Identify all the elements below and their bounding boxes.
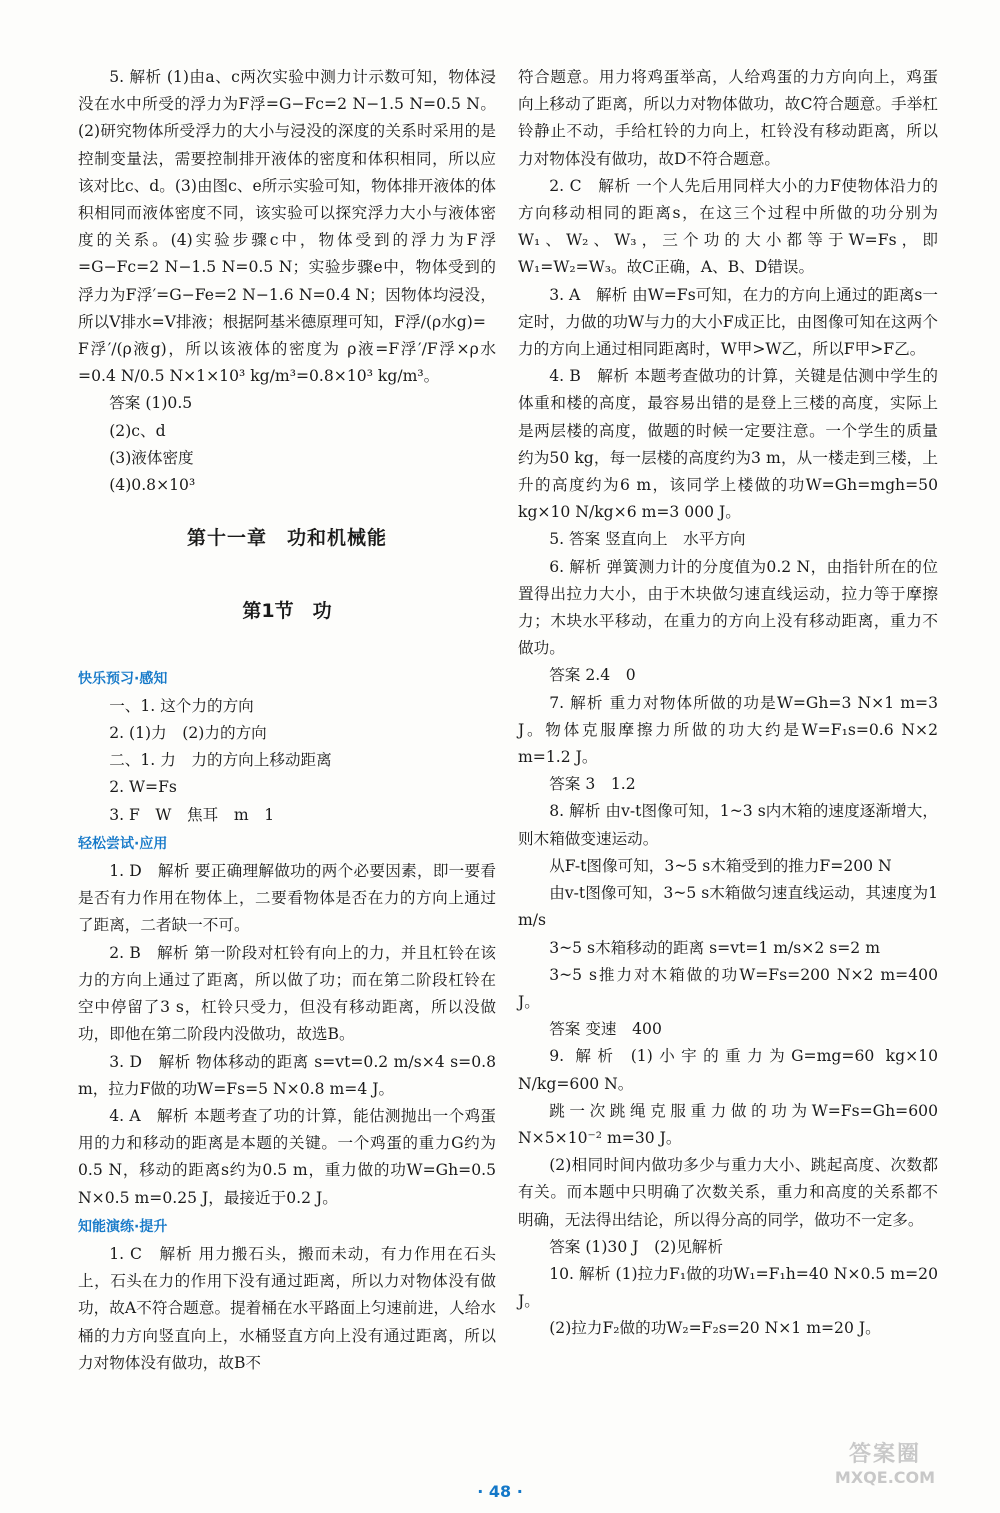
try-item: 4. A 解析 本题考查了功的计算，能估测抛出一个鸡蛋用的力和移动的距离是本题的关键。一个鸡蛋的重力G约为0.5 N，移动的距离s约为0.5 m，重力做的功W=Gh=0.5 N×0.5 m=0.25 J，最接近于0.2 J。	[78, 1106, 496, 1207]
answer-line: 答案 3 1.2	[549, 775, 636, 794]
q5-analysis: 5. 解析 (1)由a、c两次实验中测力计示数可知，物体浸没在水中所受的浮力为F浮=G−Fc=2 N−1.5 N=0.5 N。(2)研究物体所受浮力的大小与浸没的深度的关系时采用的是控制变量法，需要控制排开液体的密度和体积相同，所以应该对比c、d。(3)由图c、e所示实验可知，物体排开液体的体积相同而液体密度不同，该实验可以探究浮力大小与液体密度的关系。(4)实验步骤c中，物体受到的浮力为F浮=G−Fc=2 N−1.5 N=0.5 N；实验步骤e中，物体受到的浮力为F浮′=G−Fe=2 N−1.6 N=0.4 N；因物体均浸没，所以V排水=V排液；根据阿基米德原理可知，F浮/(ρ水g)=	[78, 68, 496, 331]
preview-item: 一、1. 这个力的方向	[109, 696, 254, 715]
watermark-text: 答案圈	[848, 1442, 921, 1467]
practice-item: 6. 解析 弹簧测力计的分度值为0.2 N，由指针所在的位置得出拉力大小，由于木块做匀速直线运动，拉力等于摩擦力；木块水平移动，在重力的方向上没有移动距离，重力不做功。	[518, 557, 938, 658]
q5-answer-2: (2)c、d	[109, 421, 166, 440]
practice-item: 1. C 解析 用力搬石头，搬而未动，有力作用在石头上，石头在力的作用下没有通过距离，所以力对物体没有做功，故A不符合题意。提着桶在水平路面上匀速前进，人给水桶的力方向竖直向上，水桶竖直方向上没有通过距离，所以力对物体没有做功，故B不	[78, 1244, 496, 1372]
practice-item: 8. 解析 由v-t图像可知，1~3 s内木箱的速度逐渐增大，则木箱做变速运动。	[518, 802, 938, 848]
preview-item: 2. W=Fs	[109, 778, 177, 797]
q5-answer-1: 答案 (1)0.5	[109, 394, 193, 413]
solution-line: 3~5 s木箱移动的距离 s=vt=1 m/s×2 s=2 m	[549, 938, 880, 957]
solution-line: (2)相同时间内做功多少与重力大小、跳起高度、次数都有关。而本题中只明确了次数关系，重力和高度的关系都不明确，无法得出结论，所以得分高的同学，做功不一定多。	[518, 1156, 938, 1229]
try-item: 1. D 解析 要正确理解做功的两个必要因素，即一要看是否有力作用在物体上，二要看物体是否在力的方向上通过了距离，二者缺一不可。	[78, 862, 496, 935]
solution-line: 从F-t图像可知，3~5 s木箱受到的推力F=200 N	[549, 856, 892, 875]
practice-item: 7. 解析 重力对物体所做的功是W=Gh=3 N×1 m=3 J。物体克服摩擦力所做的功大约是W=F₁s=0.6 N×2 m=1.2 J。	[518, 693, 938, 767]
solution-line: 跳一次跳绳克服重力做的功为W=Fs=Gh=600 N×5×10⁻² m=30 J。	[518, 1101, 938, 1147]
solution-line: 由v-t图像可知，3~5 s木箱做匀速直线运动，其速度为1 m/s	[518, 884, 938, 930]
left-column	[78, 64, 496, 1377]
practice-item: 2. C 解析 一个人先后用同样大小的力F使物体沿力的方向移动相同的距离s，在这三个过程中所做的功分别为W₁、W₂、W₃，三个功的大小都等于W=Fs，即W₁=W₂=W₃。故C正确，A、B、D错误。	[518, 176, 938, 277]
watermark-url: MXQE.COM	[834, 1468, 936, 1487]
page-number: · 48 ·	[477, 1482, 523, 1501]
chapter-title: 第十一章 功和机械能	[186, 527, 387, 550]
answer-line: 答案 (1)30 J (2)见解析	[549, 1237, 723, 1256]
q5-density: F浮′/(ρ液g)，所以该液体的密度为 ρ液=F浮′/F浮×ρ水=0.4 N/0.5 N×1×10³ kg/m³=0.8×10³ kg/m³。	[78, 340, 496, 386]
right-column	[518, 64, 938, 1343]
answer-line: 答案 2.4 0	[549, 666, 636, 685]
practice-item: 9. 解析 (1)小宇的重力为G=mg=60 kg×10 N/kg=600 N。	[518, 1047, 938, 1093]
practice-continued: 符合题意。用力将鸡蛋举高，人给鸡蛋的力方向向上，鸡蛋向上移动了距离，所以力对物体做功，故C符合题意。手举杠铃静止不动，手给杠铃的力向上，杠铃没有移动距离，所以力对物体没有做功，故D不符合题意。	[518, 68, 938, 168]
section-title: 第1节 功	[242, 600, 332, 623]
solution-line: (2)拉力F₂做的功W₂=F₂s=20 N×1 m=20 J。	[549, 1319, 881, 1338]
try-item: 2. B 解析 第一阶段对杠铃有向上的力，并且杠铃在该力的方向上通过了距离，所以做了功；而在第二阶段杠铃在空中停留了3 s，杠铃只受力，但没有移动距离，所以没做功，即他在第二阶段内没做功，故选B。	[78, 943, 496, 1044]
try-header: 轻松尝试·应用	[78, 835, 168, 852]
practice-item: 3. A 解析 由W=Fs可知，在力的方向上通过的距离s一定时，力做的功W与力的大小F成正比，由图像可知在这两个力的方向上通过相同距离时，W甲>W乙，所以F甲>F乙。	[518, 285, 938, 359]
watermark-logo	[810, 1437, 960, 1499]
preview-item: 二、1. 力 力的方向上移动距离	[109, 751, 332, 770]
q5-answer-3: (3)液体密度	[109, 448, 194, 467]
practice-item: 10. 解析 (1)拉力F₁做的功W₁=F₁h=40 N×0.5 m=20 J。	[518, 1264, 938, 1311]
preview-header: 快乐预习·感知	[78, 670, 168, 687]
practice-header: 知能演练·提升	[78, 1218, 168, 1235]
q5-answer-4: (4)0.8×10³	[109, 476, 196, 495]
try-item: 3. D 解析 物体移动的距离 s=vt=0.2 m/s×4 s=0.8 m，拉力F做的功W=Fs=5 N×0.8 m=4 J。	[78, 1052, 496, 1098]
practice-item: 5. 答案 竖直向上 水平方向	[549, 530, 746, 549]
preview-item: 3. F W 焦耳 m 1	[109, 805, 275, 824]
preview-item: 2. (1)力 (2)力的方向	[109, 724, 267, 743]
answer-line: 答案 变速 400	[549, 1020, 662, 1039]
practice-item: 4. B 解析 本题考查做功的计算，关键是估测中学生的体重和楼的高度，最容易出错的是登上三楼的高度，实际上是两层楼的高度，做题的时候一定要注意。一个学生的质量约为50 kg，每一层楼的高度约为3 m，从一楼走到三楼，上升的高度约为6 m，该同学上楼做的功W=Gh=mgh=50 kg×10 N/kg×6 m=3 000 J。	[518, 367, 938, 522]
solution-line: 3~5 s推力对木箱做的功W=Fs=200 N×2 m=400 J。	[518, 965, 938, 1011]
